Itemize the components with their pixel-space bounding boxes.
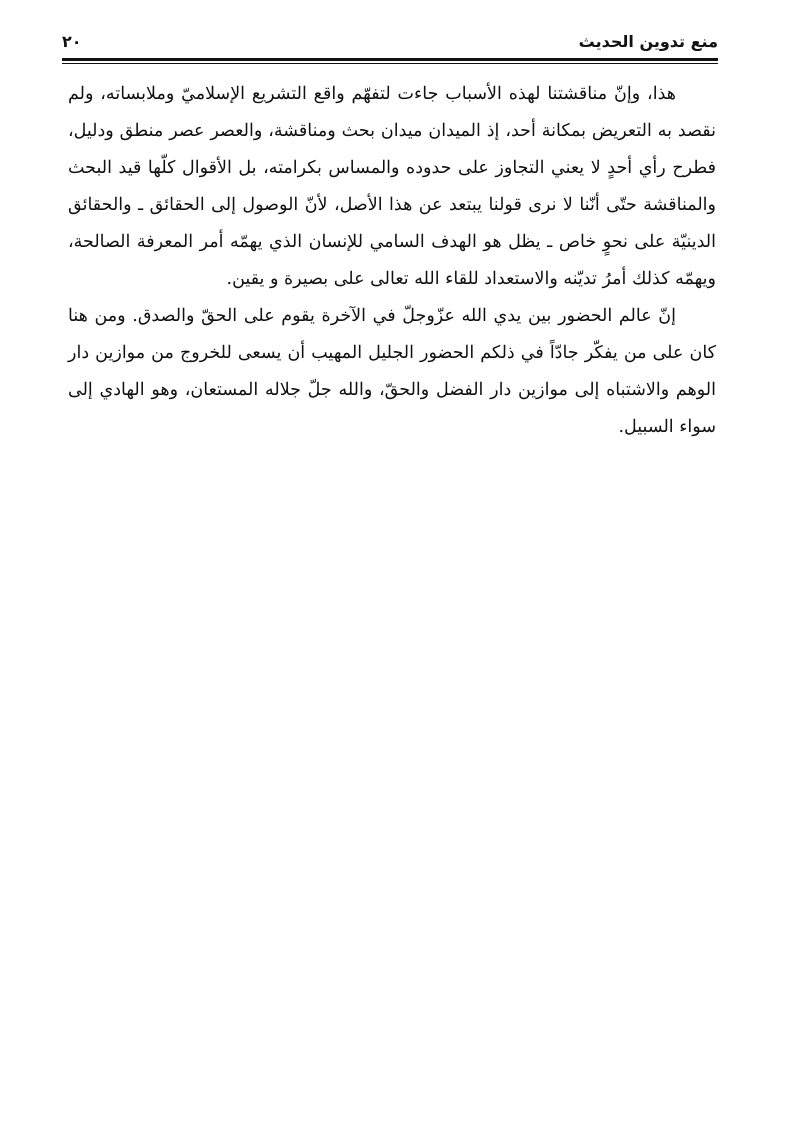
header-rule-thick: [62, 58, 718, 61]
body-text: [68, 76, 716, 446]
paragraph-2: إنّ عالم الحضور بين يدي الله عزّوجلّ في الآخرة يقوم على الحقّ والصدق. ومن هنا كان على من يفكّر جادّاً في ذلكم الحضور الجليل المهيب أن يسعى للخروج من موازين دار الوهم والاشتباه إلى موازين دار الفضل والحقّ، والله جلّ جلاله المستعان، وهو الهادي إلى سواء السبيل.: [68, 306, 716, 437]
page-number: ٢٠: [62, 32, 82, 51]
header-rule-thin: [62, 63, 718, 64]
header-title: منع تدوين الحديث: [578, 32, 718, 51]
running-header: [62, 30, 718, 60]
paragraph-1: هذا، وإنّ مناقشتنا لهذه الأسباب جاءت لتفهّم واقع التشريع الإسلاميّ وملابساته، ولم نقصد به التعريض بمكانة أحد، إذ الميدان ميدان بحث ومناقشة، والعصر عصر منطق ودليل، فطرح رأي أحدٍ لا يعني التجاوز على حدوده والمساس بكرامته، بل الأقوال كلّها قيد البحث والمناقشة حتّى أنّنا لا نرى قولنا يبتعد عن هذا الأصل، لأنّ الوصول إلى الحقائق ـ والحقائق الدينيّة على نحوٍ خاص ـ يظل هو الهدف السامي للإنسان الذي يهمّه أمر المعرفة الصالحة، ويهمّه كذلك أمرُ تديّنه والاستعداد للقاء الله تعالى على بصيرة و يقين.: [68, 84, 716, 289]
